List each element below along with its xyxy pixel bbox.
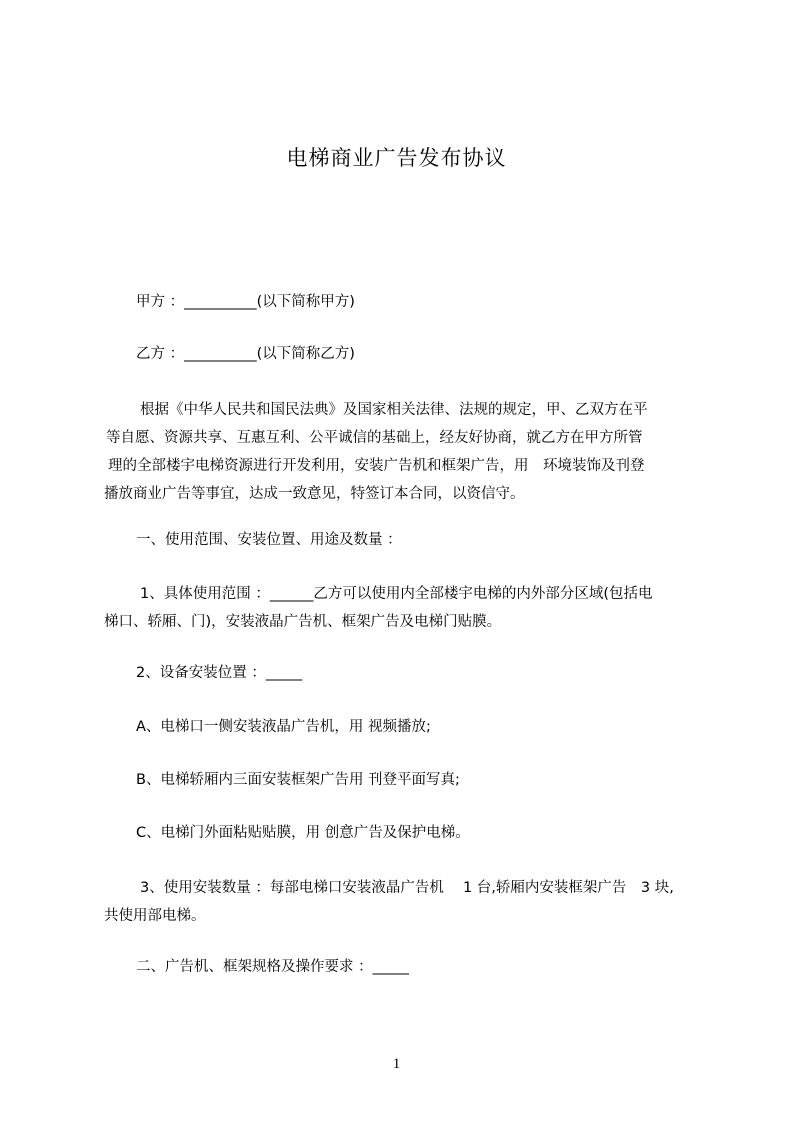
item-2-a: A、电梯口一侧安装液晶广告机，用 视频播放; xyxy=(136,719,431,735)
section-2-heading: 二、广告机、框架规格及操作要求 ：_____ xyxy=(136,959,409,975)
party-b-line: 乙方 ：__________(以下简称乙方) xyxy=(136,346,355,362)
intro-line: 播放商业广告等事宜，达成一致意见，特签订本合同，以资信守。 xyxy=(104,486,525,502)
item-2-c: C、电梯门外面粘贴贴膜，用 创意广告及保护电梯。 xyxy=(136,825,470,841)
party-a-line: 甲方 ：__________(以下简称甲方) xyxy=(136,294,355,310)
intro-paragraph xyxy=(104,396,716,508)
item-1-paragraph xyxy=(104,580,716,636)
item-3-line: 共使用部电梯。 xyxy=(104,908,206,924)
intro-line: 等自愿、资源共享、互惠互利、公平诚信的基础上，经友好协商，就乙方在甲方所管 xyxy=(106,430,643,446)
item-2-heading: 2、设备安装位置 ：_____ xyxy=(136,665,303,681)
item-2-b: B、电梯轿厢内三面安装框架广告用 刊登平面写真; xyxy=(136,772,460,788)
section-1-heading: 一、使用范围、安装位置、用途及数量 ： xyxy=(136,532,402,548)
item-1-line: 1、具体使用范围 ：______乙方可以使用内全部楼宇电梯的内外部分区域(包括电 xyxy=(140,586,653,602)
intro-line: 根据《中华人民共和国民法典》及国家相关法律、法规的规定，甲、乙双方在平 xyxy=(140,402,648,418)
item-3-paragraph xyxy=(104,874,716,930)
intro-line: 理的全部楼宇电梯资源进行开发利用，安装广告机和框架广告，用 环境装饰及刊登 xyxy=(108,458,645,474)
page-number: 1 xyxy=(392,1056,401,1072)
item-1-line: 梯口、轿厢、门)，安装液晶广告机、框架广告及电梯门贴膜。 xyxy=(104,614,502,630)
item-3-line: 3、使用安装数量 ：每部电梯口安装液晶广告机 1 台,轿厢内安装框架广告 3 块, xyxy=(140,880,674,896)
document-title: 电梯商业广告发布协议 xyxy=(286,146,507,170)
